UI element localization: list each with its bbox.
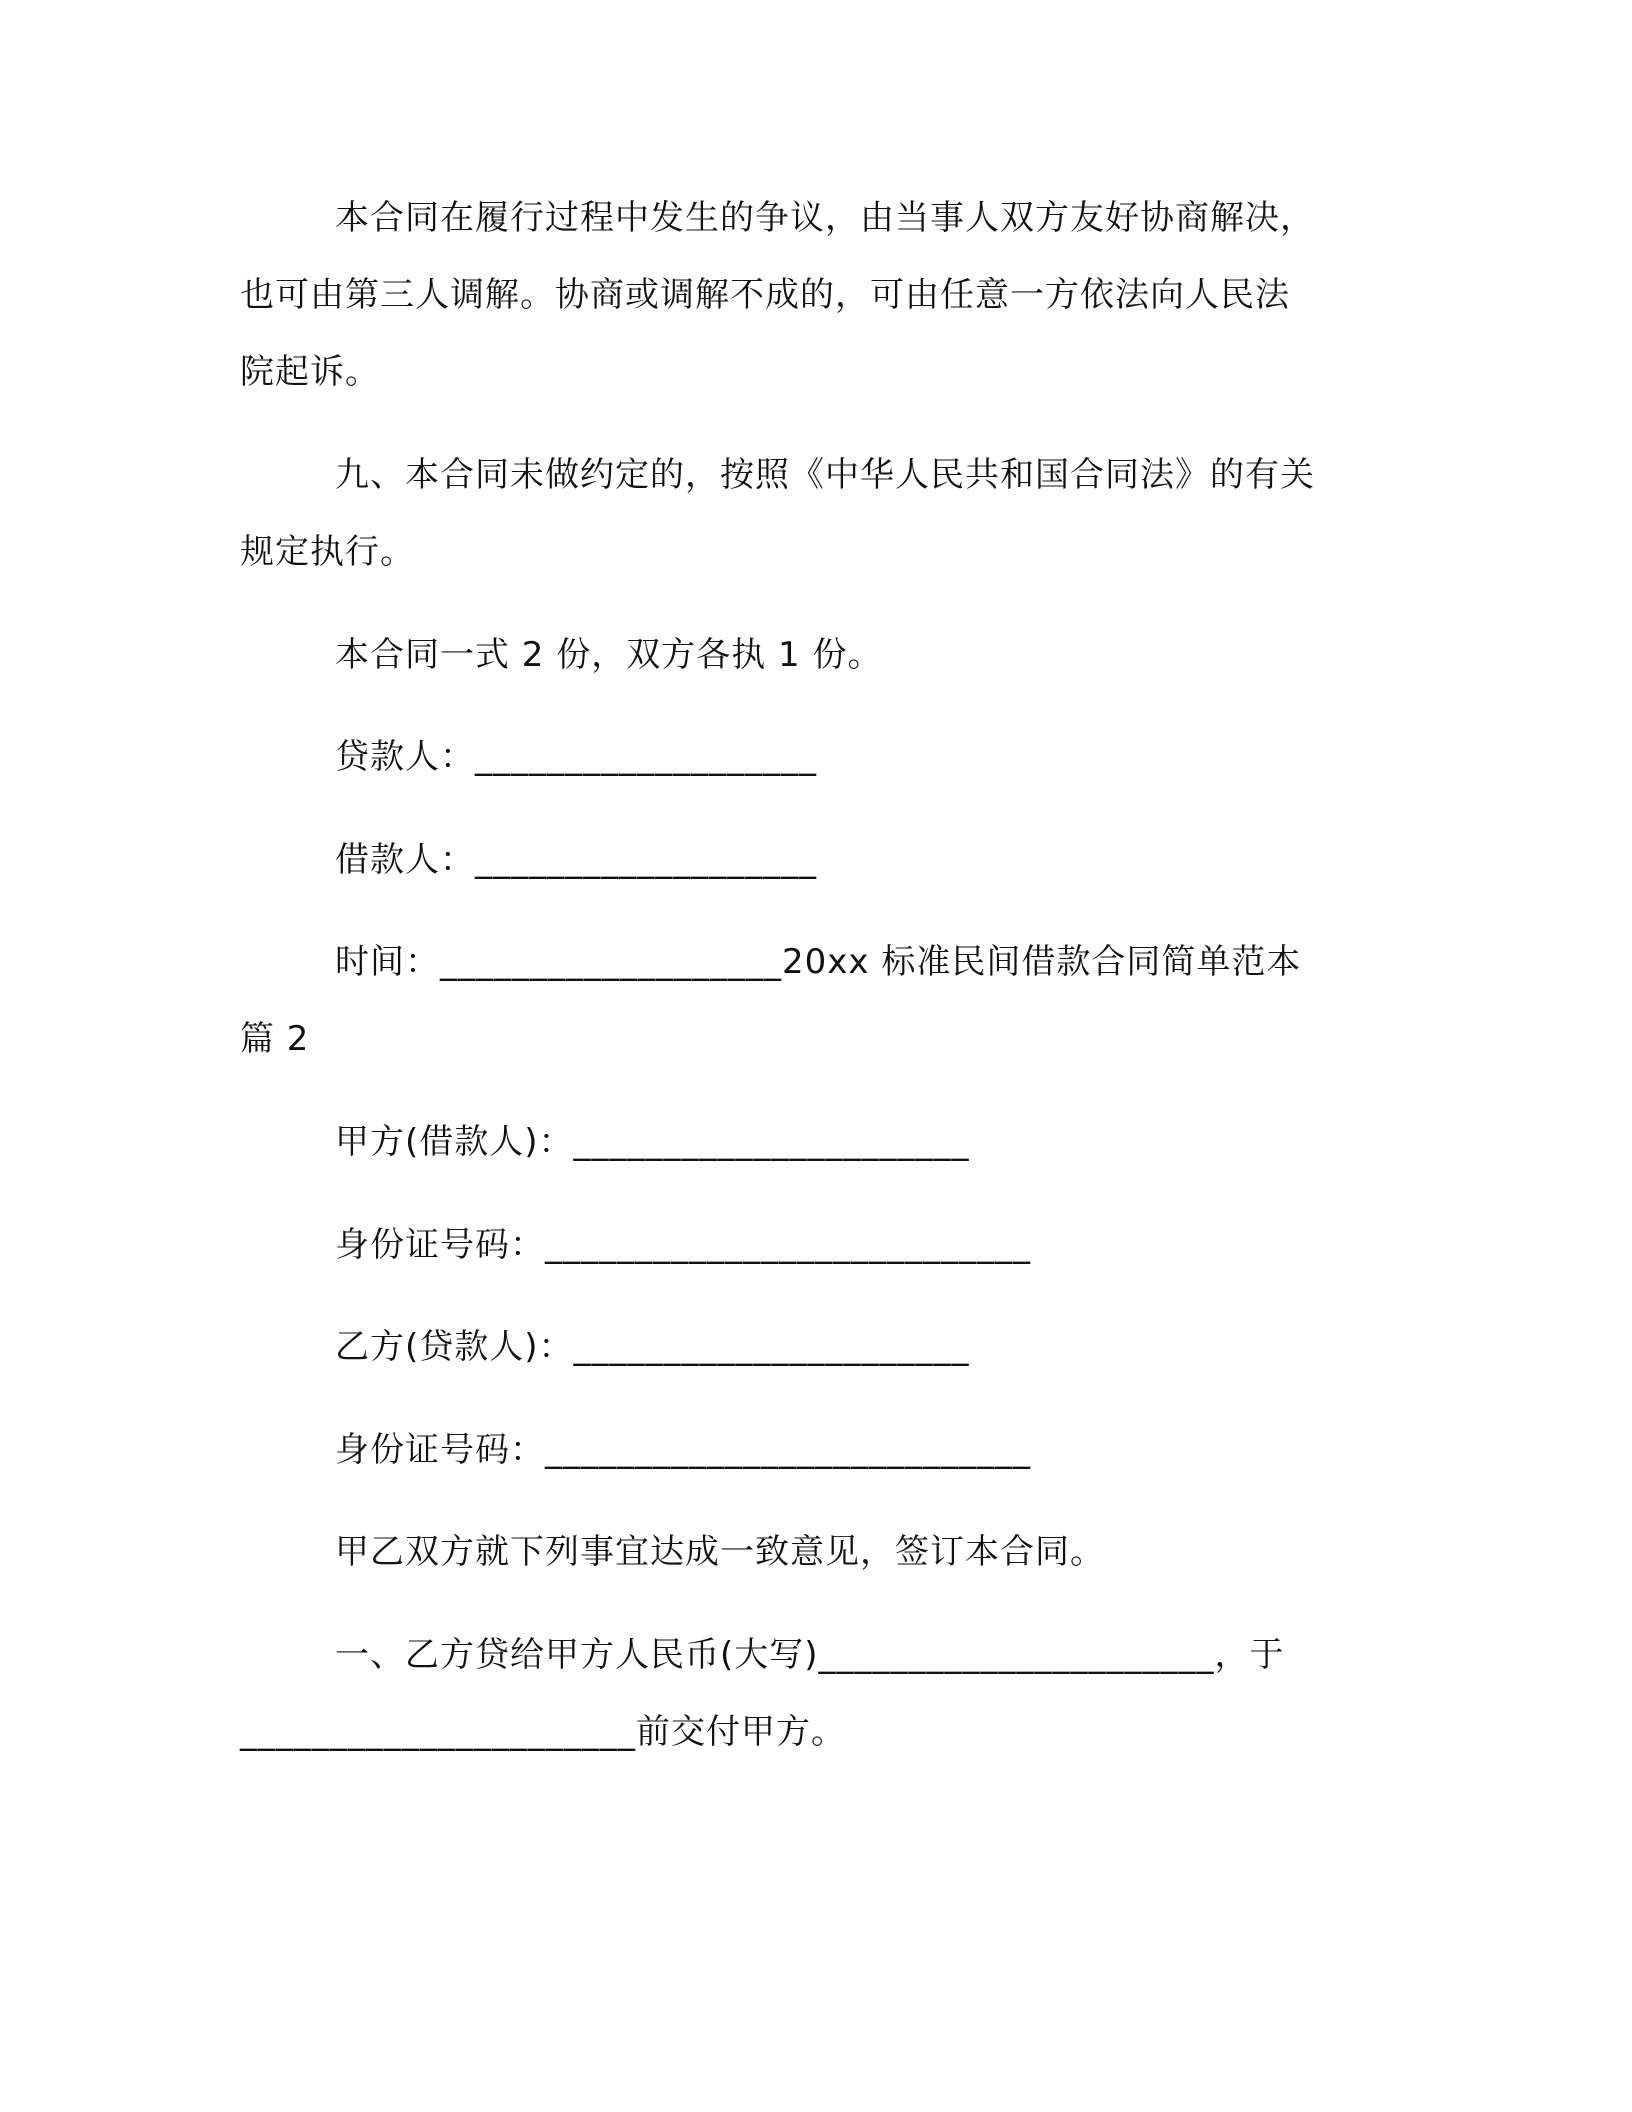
date-and-title-line-2: 篇 2 <box>240 1019 310 1059</box>
paragraph-dispute-line-2: 也可由第三人调解。协商或调解不成的，可由任意一方依法向人民法 <box>240 275 1290 315</box>
copies-statement: 本合同一式 2 份，双方各执 1 份。 <box>335 635 883 675</box>
date-and-title-line-1: 时间：___________________20xx 标准民间借款合同简单范本 <box>335 942 1302 982</box>
agreement-statement: 甲乙双方就下列事宜达成一致意见，签订本合同。 <box>335 1532 1105 1572</box>
party-a-id-field: 身份证号码：___________________________ <box>335 1225 1031 1265</box>
clause-nine-line-1: 九、本合同未做约定的，按照《中华人民共和国合同法》的有关 <box>335 455 1315 495</box>
party-a-field: 甲方(借款人)：______________________ <box>335 1122 970 1162</box>
party-b-id-field: 身份证号码：___________________________ <box>335 1430 1031 1470</box>
borrower-signature-field: 借款人：___________________ <box>335 840 817 880</box>
party-b-field: 乙方(贷款人)：______________________ <box>335 1327 970 1367</box>
clause-one-line-1: 一、乙方贷给甲方人民币(大写)______________________，于 <box>335 1635 1285 1675</box>
lender-signature-field: 贷款人：___________________ <box>335 737 817 777</box>
clause-nine-line-2: 规定执行。 <box>240 532 415 572</box>
paragraph-dispute-line-1: 本合同在履行过程中发生的争议，由当事人双方友好协商解决， <box>335 198 1315 238</box>
paragraph-dispute-line-3: 院起诉。 <box>240 352 380 392</box>
clause-one-line-2: ______________________前交付甲方。 <box>240 1712 846 1752</box>
